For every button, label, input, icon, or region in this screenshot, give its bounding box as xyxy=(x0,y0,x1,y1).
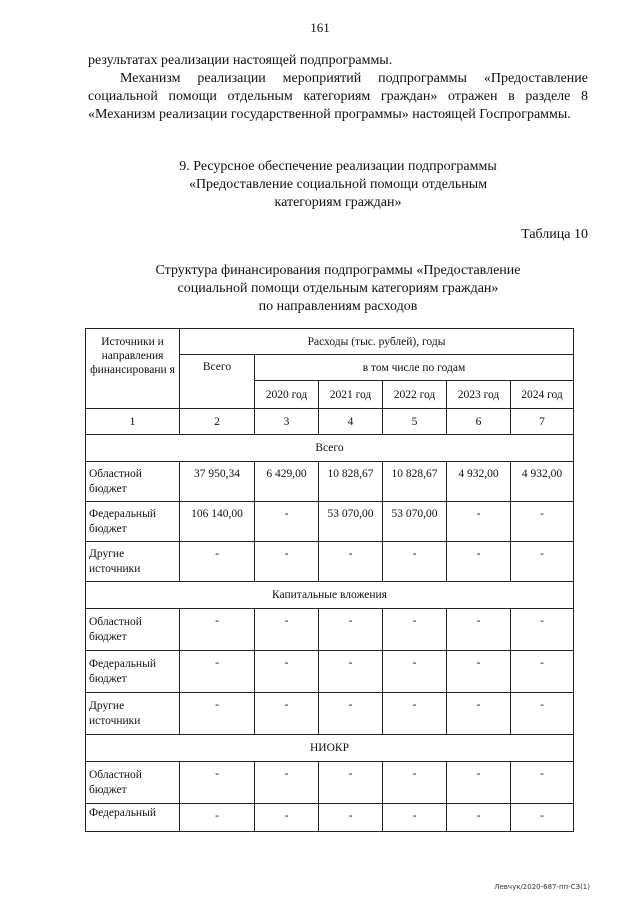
table-cell: - xyxy=(383,804,447,832)
column-number: 6 xyxy=(447,409,511,435)
table-cell: - xyxy=(255,804,319,832)
table-cell: 4 932,00 xyxy=(511,462,574,502)
table-cell: - xyxy=(447,651,511,693)
section-header-rnd: НИОКР xyxy=(86,735,574,762)
table-cell: - xyxy=(255,651,319,693)
paragraph-mechanism: Механизм реализации мероприятий подпрограммы «Предоставление социальной помощи отдельным категориям граждан» отражен в разделе 8 «Механизм реализации государственной программы» настоящей Госпрограммы. xyxy=(88,71,588,122)
table-cell: - xyxy=(447,542,511,582)
table-cell: - xyxy=(447,804,511,832)
table-cell: 6 429,00 xyxy=(255,462,319,502)
table-cell: - xyxy=(447,762,511,804)
row-label: Другие источники xyxy=(86,693,180,735)
table-cell: - xyxy=(319,804,383,832)
row-label: Областной бюджет xyxy=(86,462,180,502)
table-cell: - xyxy=(255,609,319,651)
table-cell: - xyxy=(180,542,255,582)
table-cell: - xyxy=(383,609,447,651)
row-label: Федеральный бюджет xyxy=(86,651,180,693)
column-number: 4 xyxy=(319,409,383,435)
header-including: в том числе по годам xyxy=(255,355,574,381)
table-cell: - xyxy=(511,542,574,582)
table-cell: 37 950,34 xyxy=(180,462,255,502)
row-label: Федеральный бюджет xyxy=(86,502,180,542)
table-cell: - xyxy=(180,651,255,693)
table-cell: - xyxy=(180,693,255,735)
table-cell: - xyxy=(511,804,574,832)
table-cell: - xyxy=(319,651,383,693)
table-cell: 10 828,67 xyxy=(383,462,447,502)
table-cell: - xyxy=(255,542,319,582)
section-title-line-3: категориям граждан» xyxy=(274,195,402,210)
table-cell: - xyxy=(383,542,447,582)
section-title-line-2: «Предоставление социальной помощи отдельным xyxy=(188,177,488,192)
caption-line-1: Структура финансирования подпрограммы «Предоставление xyxy=(155,263,521,278)
table-cell: - xyxy=(511,693,574,735)
table-cell: - xyxy=(447,609,511,651)
table-cell: 10 828,67 xyxy=(319,462,383,502)
table-cell: - xyxy=(180,762,255,804)
table-cell: - xyxy=(255,693,319,735)
table-cell: - xyxy=(511,502,574,542)
column-number: 2 xyxy=(180,409,255,435)
row-label: Областной бюджет xyxy=(86,609,180,651)
section-header-capital: Капитальные вложения xyxy=(86,582,574,609)
paragraph-continuation: результатах реализации настоящей подпрограммы. xyxy=(88,53,393,68)
column-number: 3 xyxy=(255,409,319,435)
table-cell: - xyxy=(319,693,383,735)
table-cell: - xyxy=(180,609,255,651)
table-cell: - xyxy=(383,651,447,693)
header-year: 2023 год xyxy=(447,381,511,409)
table-cell: 53 070,00 xyxy=(319,502,383,542)
table-cell: - xyxy=(319,609,383,651)
row-label: Областной бюджет xyxy=(86,762,180,804)
table-cell: 106 140,00 xyxy=(180,502,255,542)
section-title-line-1: 9. Ресурсное обеспечение реализации подпрограммы xyxy=(179,159,497,174)
caption-line-3: по направлениям расходов xyxy=(258,299,418,314)
table-cell: - xyxy=(319,542,383,582)
section-title xyxy=(88,158,588,212)
table-cell: 53 070,00 xyxy=(383,502,447,542)
table-caption xyxy=(88,262,588,316)
caption-line-2: социальной помощи отдельным категориям граждан» xyxy=(177,281,499,296)
column-number: 7 xyxy=(511,409,574,435)
page-number: 161 xyxy=(310,20,330,35)
table-cell: - xyxy=(180,804,255,832)
column-number: 1 xyxy=(86,409,180,435)
header-year: 2020 год xyxy=(255,381,319,409)
table-cell: - xyxy=(447,502,511,542)
header-sources: Источники и направления финансировани я xyxy=(86,329,180,409)
section-header-total: Всего xyxy=(86,435,574,462)
row-label: Другие источники xyxy=(86,542,180,582)
column-number: 5 xyxy=(383,409,447,435)
table-cell: - xyxy=(319,762,383,804)
header-year: 2024 год xyxy=(511,381,574,409)
header-year: 2021 год xyxy=(319,381,383,409)
table-cell: - xyxy=(383,762,447,804)
table-cell: - xyxy=(447,693,511,735)
table-cell: - xyxy=(511,609,574,651)
header-year: 2022 год xyxy=(383,381,447,409)
table-cell: - xyxy=(255,502,319,542)
footer-document-code: Левчук/2020-687-пп-СЗ(1) xyxy=(494,883,590,891)
table-cell: - xyxy=(255,762,319,804)
table-cell: - xyxy=(383,693,447,735)
header-expenses: Расходы (тыс. рублей), годы xyxy=(180,329,574,355)
table-cell: - xyxy=(511,762,574,804)
table-cell: - xyxy=(511,651,574,693)
table-label: Таблица 10 xyxy=(521,227,588,242)
row-label: Федеральный xyxy=(86,804,180,832)
header-total: Всего xyxy=(180,355,255,409)
table-cell: 4 932,00 xyxy=(447,462,511,502)
financing-table xyxy=(85,328,574,832)
